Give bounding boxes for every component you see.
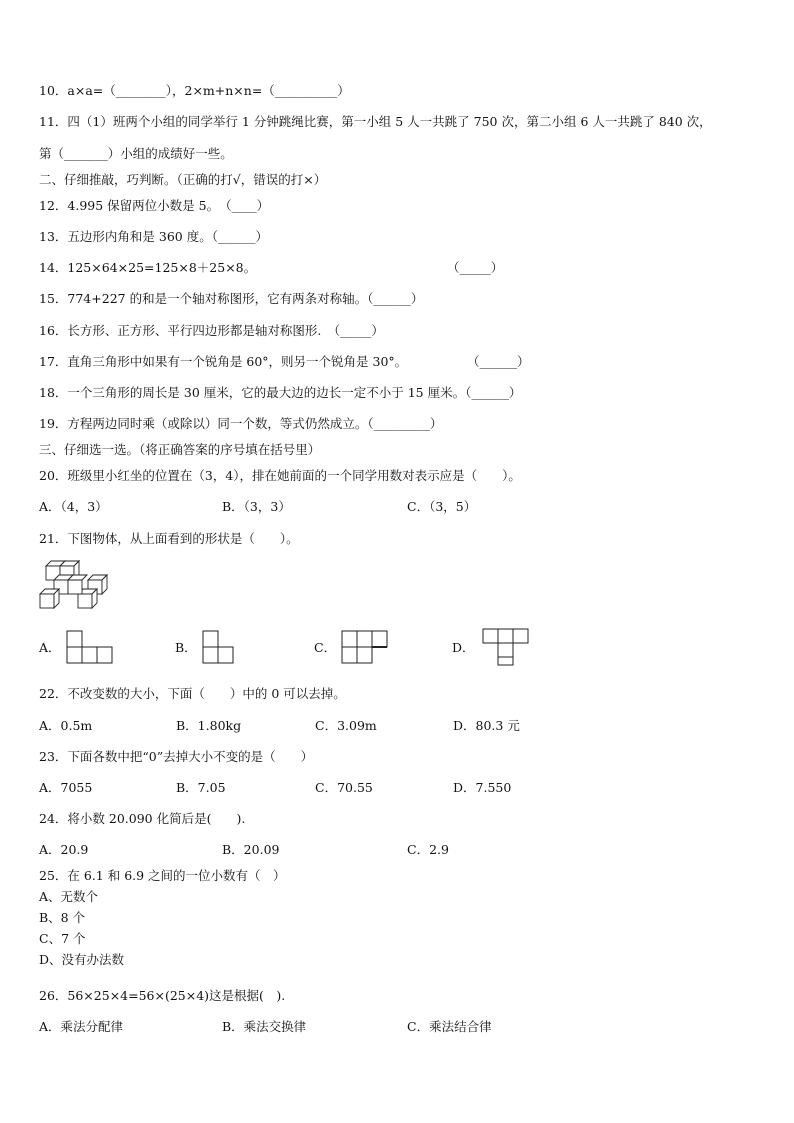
q24-option-c: C．2.9 [407,842,449,857]
q21-option-a-shape [66,630,114,667]
q25-option-b: B、8 个 [39,910,86,925]
q25-option-c: C、7 个 [39,931,86,946]
question-14-answer-paren: （_____） [447,260,504,275]
question-11-line2: 第（_______）小组的成绩好一些。 [39,146,233,161]
q20-option-a: A．（4，3） [39,499,108,514]
q22-option-c: C．3.09m [315,718,377,733]
question-17: 17．直角三角形中如果有一个锐角是 60°，则另一个锐角是 30°。 [39,354,408,369]
cube-stack-figure [38,560,113,610]
q20-option-c: C．（3，5） [407,499,477,514]
q24-option-a: A．20.9 [39,842,89,857]
q25-option-d: D、没有办法数 [39,952,125,967]
question-15: 15．774+227 的和是一个轴对称图形，它有两条对称轴。（______） [39,291,424,306]
question-14: 14．125×64×25=125×8＋25×8。 [39,260,257,275]
question-23: 23．下面各数中把“0”去掉大小不变的是（ ） [39,749,314,764]
q20-option-b: B．（3，3） [222,499,291,514]
question-13: 13．五边形内角和是 360 度。（______） [39,229,268,244]
question-17-answer-paren: （______） [467,354,530,369]
q23-option-a: A．7055 [39,780,93,795]
q25-option-a: A、无数个 [39,889,99,904]
question-20: 20．班级里小红坐的位置在（3，4），排在她前面的一个同学用数对表示应是（ ）。 [39,468,521,483]
question-24: 24．将小数 20.090 化简后是( ). [39,811,246,826]
question-26: 26．56×25×4=56×(25×4)这是根据( ). [39,988,286,1003]
q21-option-b-shape [202,630,236,667]
q21-option-c-shape [341,630,389,667]
question-18: 18．一个三角形的周长是 30 厘米，它的最大边的边长一定不小于 15 厘米。（______） [39,385,522,400]
q22-option-b: B．1.80kg [176,718,242,733]
q23-option-c: C．70.55 [315,780,373,795]
q21-option-d-label: D． [452,640,475,655]
q21-option-d-shape [482,628,530,671]
question-11-line1: 11．四（1）班两个小组的同学举行 1 分钟跳绳比赛，第一小组 5 人一共跳了 750 次，第二小组 6 人一共跳了 840 次， [39,114,712,129]
q21-option-b-label: B． [175,640,197,655]
q22-option-a: A．0.5m [39,718,93,733]
q26-option-c: C．乘法结合律 [407,1019,492,1034]
q24-option-b: B．20.09 [222,842,280,857]
section-3-heading: 三、仔细选一选。（将正确答案的序号填在括号里） [39,442,321,457]
q23-option-d: D．7.550 [453,780,512,795]
q26-option-a: A．乘法分配律 [39,1019,124,1034]
question-21: 21．下图物体，从上面看到的形状是（ ）。 [39,531,299,546]
q22-option-d: D．80.3 元 [453,718,520,733]
q21-option-c-label: C． [314,640,337,655]
question-12: 12．4.995 保留两位小数是 5。 （____） [39,198,270,213]
question-19: 19．方程两边同时乘（或除以）同一个数，等式仍然成立。（_________） [39,416,443,431]
q21-option-a-label: A． [39,640,61,655]
q23-option-b: B．7.05 [176,780,226,795]
question-22: 22．不改变数的大小，下面（ ）中的 0 可以去掉。 [39,686,346,701]
question-16: 16．长方形、正方形、平行四边形都是轴对称图形. （_____） [39,323,384,338]
section-2-heading: 二、仔细推敲，巧判断。（正确的打√，错误的打×） [39,172,327,187]
question-25: 25．在 6.1 和 6.9 之间的一位小数有（ ） [39,868,286,883]
q26-option-b: B．乘法交换律 [222,1019,307,1034]
question-10: 10．a×a=（________），2×m+n×n=（__________） [39,83,350,98]
